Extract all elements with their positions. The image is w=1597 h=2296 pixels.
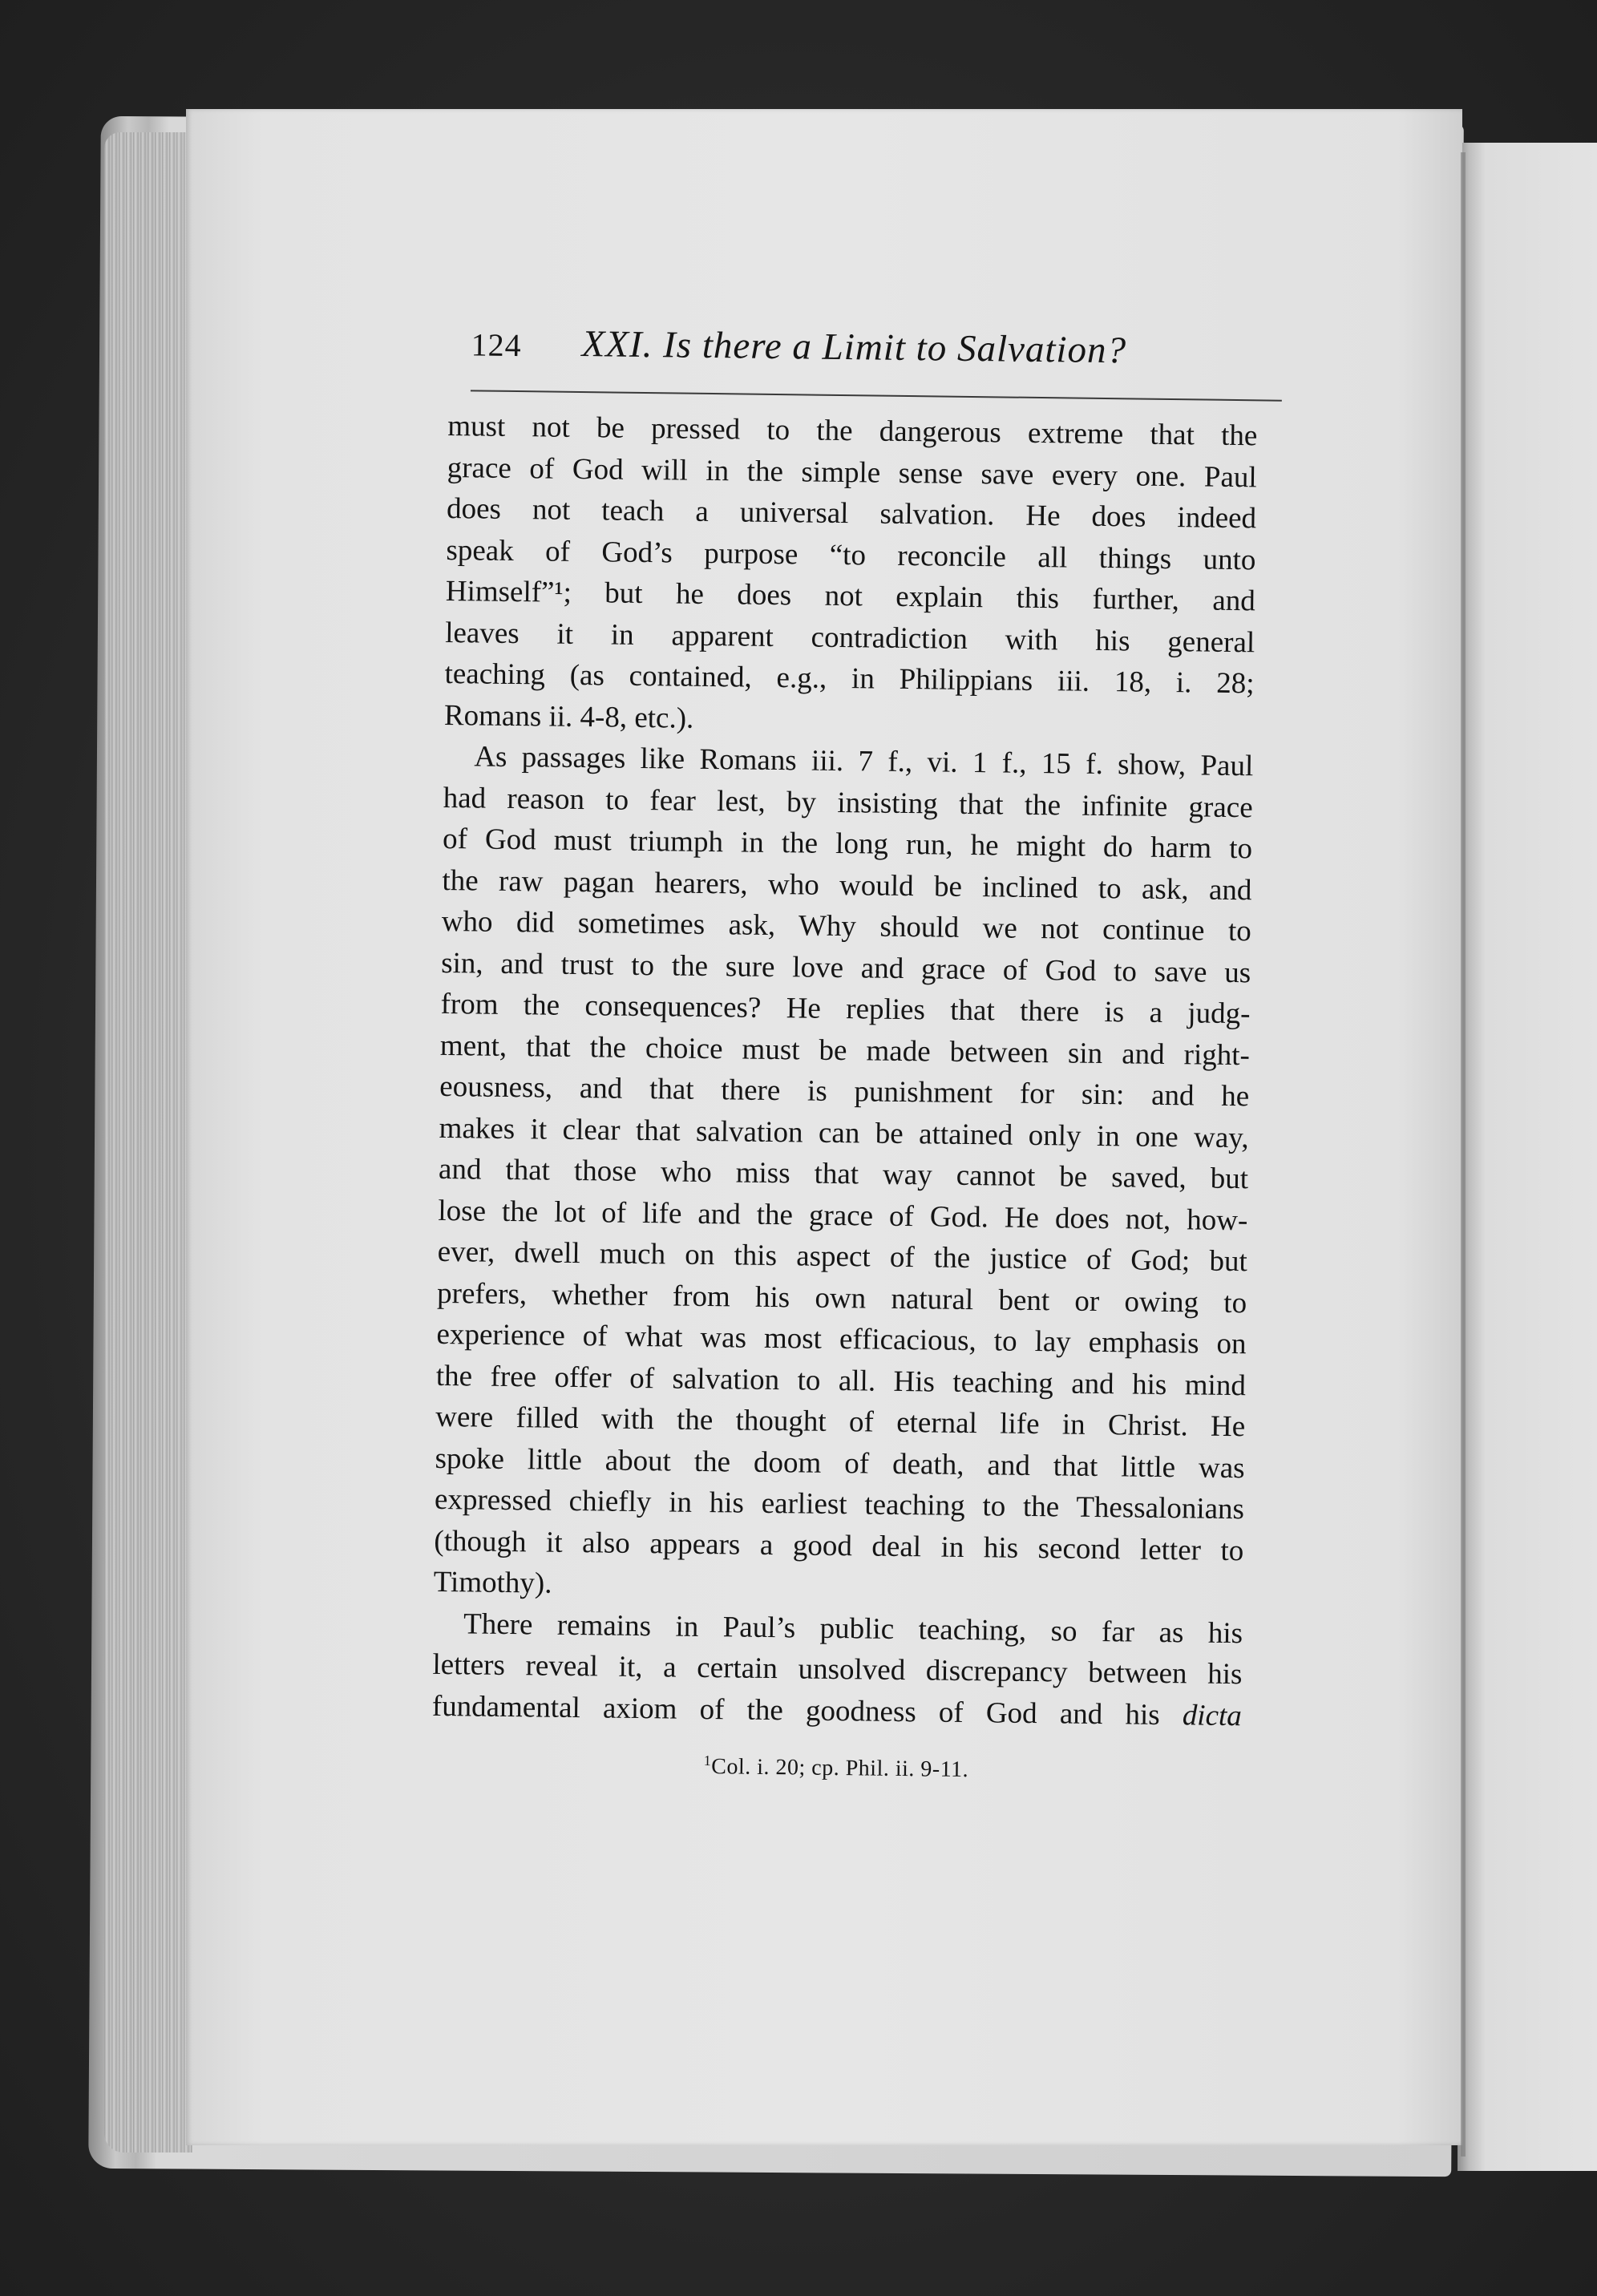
text-line: expressed chiefly in his earliest teaching to the Thessalonians [434, 1482, 1245, 1526]
paragraph-1 [444, 406, 1282, 746]
book-page-edges [104, 132, 192, 2152]
text-line: the raw pagan hearers, who would be inclined to ask, and [442, 863, 1252, 907]
chapter-title: XXI. Is there a Limit to Salvation? [581, 323, 1127, 372]
text-line: experience of what was most efficacious, to lay emphasis on [436, 1317, 1247, 1361]
page-text-block [431, 321, 1283, 1787]
running-head [448, 321, 1283, 389]
text-line: sin, and trust to the sure love and grace of God to save us [440, 946, 1251, 989]
text-line: who did sometimes ask, Why should we not continue to [441, 904, 1252, 948]
header-rule [471, 390, 1282, 401]
text-line: There remains in Paul’s public teaching, so far as his [463, 1607, 1243, 1650]
text-line: and that those who miss that way cannot be saved, but [438, 1152, 1249, 1196]
text-line-roman: fundamental axiom of the goodness of God and his [431, 1689, 1183, 1732]
text-line: prefers, whether from his own natural bent or owing to [436, 1276, 1247, 1320]
footnote-text: Col. i. 20; cp. Phil. ii. 9-11. [711, 1754, 969, 1783]
text-line: does not teach a universal salvation. He does indeed [446, 491, 1257, 536]
text-line: As passages like Romans iii. 7 f., vi. 1 f., 15 f. show, Paul [474, 740, 1254, 783]
text-line: Romans ii. 4-8, etc.). [443, 698, 694, 735]
text-line: letters reveal it, a certain unsolved discrepancy between his [432, 1647, 1243, 1692]
paragraph-2 [433, 736, 1277, 1613]
text-line: spoke little about the doom of death, and that little was [435, 1441, 1245, 1485]
text-line: from the consequences? He replies that there is a judg- [440, 987, 1251, 1031]
text-line: eousness, and that there is punishment for sin: and he [439, 1069, 1250, 1114]
text-line: ever, dwell much on this aspect of the justice of God; but [437, 1235, 1247, 1279]
text-line: ment, that the choice must be made between sin and right- [439, 1029, 1251, 1072]
page-number: 124 [471, 326, 522, 364]
paragraph-3 [432, 1603, 1267, 1736]
facing-page [1458, 143, 1597, 2171]
text-line: were filled with the thought of eternal life in Christ. He [435, 1400, 1246, 1444]
text-line: had reason to fear lest, by insisting that the infinite grace [443, 781, 1253, 824]
text-line: Himself”¹; but he does not explain this further, and [445, 574, 1256, 618]
text-line: Timothy). [433, 1565, 552, 1600]
text-line: must not be pressed to the dangerous extreme that the [447, 409, 1258, 453]
book-gutter [1461, 152, 1466, 2157]
italic-word: dicta [1182, 1698, 1243, 1732]
text-line: speak of God’s purpose “to reconcile all things unto [446, 533, 1256, 576]
text-line: the free offer of salvation to all. His teaching and his mind [435, 1359, 1247, 1402]
text-line: (though it also appears a good deal in his second letter to [434, 1524, 1244, 1567]
text-line: lose the lot of life and the grace of God. He does not, how- [438, 1194, 1248, 1237]
text-line: grace of God will in the simple sense save every one. Paul [447, 451, 1257, 494]
text-line: leaves it in apparent contradiction with his general [444, 616, 1255, 659]
body-text [432, 406, 1282, 1737]
text-line: teaching (as contained, e.g., in Philippians iii. 18, i. 28; [444, 657, 1255, 701]
text-line: of God must triumph in the long run, he might do harm to [442, 822, 1253, 866]
text-line: makes it clear that salvation can be attained only in one way, [439, 1111, 1249, 1154]
footnote-marker: 1 [703, 1752, 712, 1769]
